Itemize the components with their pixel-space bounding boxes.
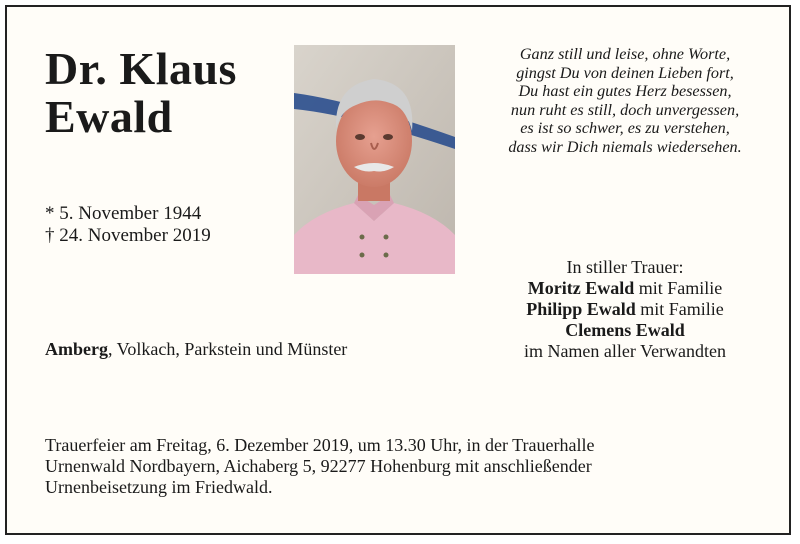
obituary-notice (5, 5, 791, 535)
name-line-1: Dr. Klaus (45, 43, 237, 94)
funeral-line: Urnenbeisetzung im Friedwald. (45, 477, 273, 497)
places-line (45, 338, 347, 360)
funeral-info (45, 435, 745, 498)
place-main: Amberg (45, 339, 108, 359)
mourner-entry (475, 320, 775, 341)
place-rest: , Volkach, Parkstein und Münster (107, 339, 348, 359)
poem-line: es ist so schwer, es zu verstehen, (520, 119, 730, 138)
birth-date: * 5. November 1944 (45, 203, 202, 224)
mourners-block (475, 257, 775, 362)
mourner-suffix: mit Familie (635, 299, 724, 319)
death-date: † 24. November 2019 (45, 225, 211, 246)
mourner-entry (475, 278, 775, 299)
mourner-name: Moritz Ewald (527, 278, 635, 298)
poem-line: Du hast ein gutes Herz besessen, (518, 82, 732, 101)
deceased-name (45, 45, 237, 141)
life-dates (45, 203, 211, 247)
name-line-2: Ewald (45, 91, 173, 142)
portrait-photo (294, 45, 455, 274)
mourner-entry (475, 299, 775, 320)
mourner-name: Philipp Ewald (526, 299, 636, 319)
mourner-suffix: mit Familie (634, 278, 723, 298)
poem-line: dass wir Dich niemals wiedersehen. (508, 137, 742, 156)
poem-line: Ganz still und leise, ohne Worte, (519, 45, 731, 63)
funeral-line: Urnenwald Nordbayern, Aichaberg 5, 92277 Hohenburg mit anschließender (45, 456, 592, 476)
poem (475, 45, 775, 157)
mourners-closing: im Namen aller Verwandten (523, 341, 727, 361)
mourners-heading: In stiller Trauer: (566, 257, 684, 277)
poem-line: nun ruht es still, doch unvergessen, (510, 100, 740, 119)
poem-line: gingst Du von deinen Lieben fort, (516, 63, 734, 82)
portrait-illustration (294, 45, 455, 274)
mourner-name: Clemens Ewald (565, 320, 685, 340)
funeral-line: Trauerfeier am Freitag, 6. Dezember 2019, um 13.30 Uhr, in der Trauerhalle (45, 435, 595, 455)
